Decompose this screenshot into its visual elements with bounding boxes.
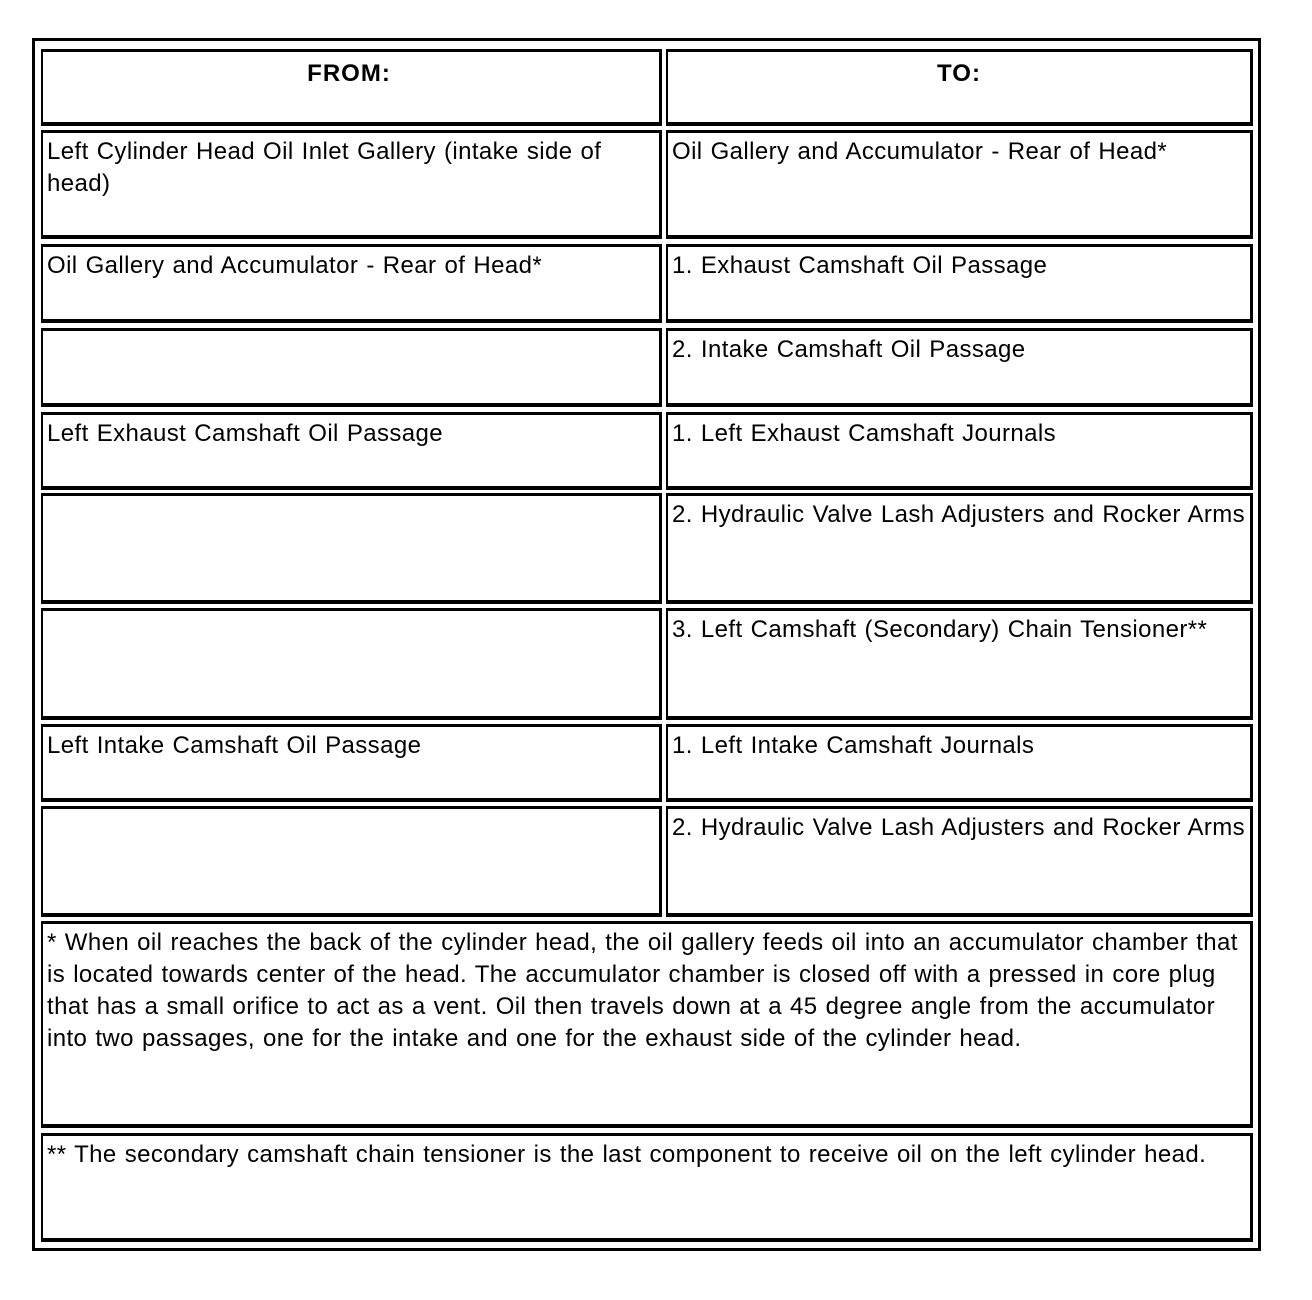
row-1-to: Oil Gallery and Accumulator - Rear of Head* (666, 130, 1253, 239)
row-4-from: Left Exhaust Camshaft Oil Passage (41, 412, 662, 490)
row-8-from (41, 806, 662, 917)
row-8-to: 2. Hydraulic Valve Lash Adjusters and Rocker Arms (666, 806, 1253, 917)
row-5-to: 2. Hydraulic Valve Lash Adjusters and Rocker Arms (666, 493, 1253, 604)
row-2-from: Oil Gallery and Accumulator - Rear of Head* (41, 244, 662, 323)
row-7-to: 1. Left Intake Camshaft Journals (666, 724, 1253, 802)
footnote-tensioner: ** The secondary camshaft chain tensioner is the last component to receive oil on the left cylinder head. (41, 1133, 1253, 1242)
row-1-from: Left Cylinder Head Oil Inlet Gallery (intake side of head) (41, 130, 662, 239)
row-3-from (41, 328, 662, 407)
row-4-to: 1. Left Exhaust Camshaft Journals (666, 412, 1253, 490)
row-6-to: 3. Left Camshaft (Secondary) Chain Tensioner** (666, 608, 1253, 720)
row-3-to: 2. Intake Camshaft Oil Passage (666, 328, 1253, 407)
row-6-from (41, 608, 662, 720)
header-from: FROM: (41, 49, 662, 126)
row-2-to: 1. Exhaust Camshaft Oil Passage (666, 244, 1253, 323)
header-to: TO: (666, 49, 1253, 126)
footnote-accumulator: * When oil reaches the back of the cylinder head, the oil gallery feeds oil into an accumulator chamber that is located towards center of the head. The accumulator chamber is closed off with a pressed in core plug that has a small orifice to act as a vent. Oil then travels down at a 45 degree angle from the accumulator into two passages, one for the intake and one for the exhaust side of the cylinder head. (41, 921, 1253, 1128)
row-5-from (41, 493, 662, 604)
row-7-from: Left Intake Camshaft Oil Passage (41, 724, 662, 802)
